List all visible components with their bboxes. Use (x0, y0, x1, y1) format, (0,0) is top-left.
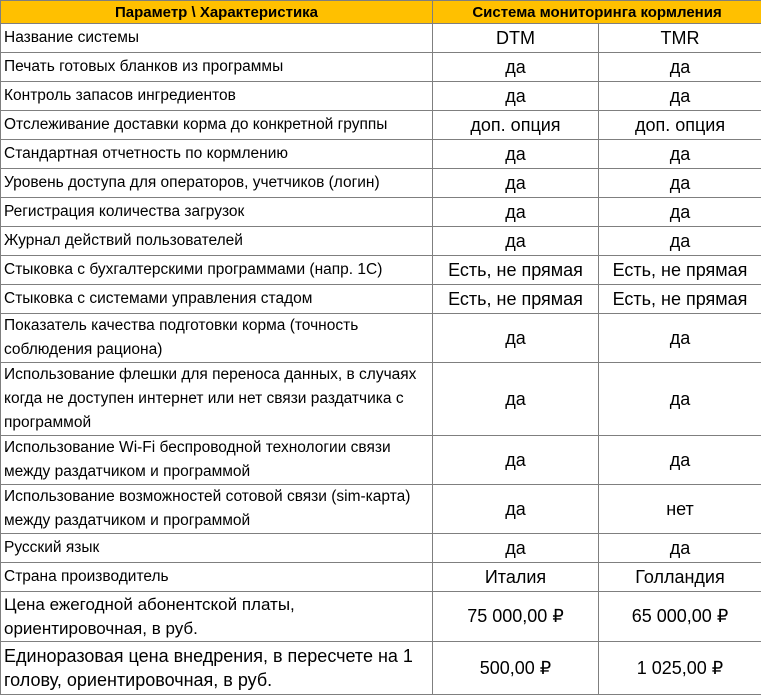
row-param: Контроль запасов ингредиентов (1, 82, 433, 111)
row-dtm: да (433, 436, 599, 485)
row-param: Единоразовая цена внедрения, в пересчете на 1 голову, ориентировочная, в руб. (1, 642, 433, 695)
row-param: Название системы (1, 24, 433, 53)
table-row (1, 82, 761, 111)
header-row (1, 1, 761, 24)
table-row (1, 53, 761, 82)
row-tmr: да (599, 436, 761, 485)
row-tmr: 1 025,00 ₽ (599, 642, 761, 695)
row-dtm: да (433, 363, 599, 436)
table-row (1, 436, 761, 485)
row-tmr: Есть, не прямая (599, 285, 761, 314)
row-dtm: 500,00 ₽ (433, 642, 599, 695)
row-param: Использование возможностей сотовой связи (sim-карта) между раздатчиком и программой (1, 485, 433, 534)
row-param: Печать готовых бланков из программы (1, 53, 433, 82)
table-row (1, 227, 761, 256)
row-dtm: 75 000,00 ₽ (433, 592, 599, 642)
table-row (1, 363, 761, 436)
row-param: Журнал действий пользователей (1, 227, 433, 256)
row-tmr: да (599, 169, 761, 198)
row-tmr: да (599, 534, 761, 563)
row-param: Использование флешки для переноса данных, в случаях когда не доступен интернет или нет связи раздатчика с программой (1, 363, 433, 436)
row-dtm: Есть, не прямая (433, 256, 599, 285)
row-dtm: да (433, 534, 599, 563)
row-param: Уровень доступа для операторов, учетчиков (логин) (1, 169, 433, 198)
row-param: Русский язык (1, 534, 433, 563)
table-row (1, 285, 761, 314)
table-row (1, 592, 761, 642)
header-system: Система мониторинга кормления (433, 1, 761, 24)
table-row (1, 24, 761, 53)
row-tmr: да (599, 314, 761, 363)
row-dtm: DTM (433, 24, 599, 53)
row-dtm: да (433, 485, 599, 534)
table-row (1, 563, 761, 592)
row-tmr: 65 000,00 ₽ (599, 592, 761, 642)
row-tmr: доп. опция (599, 111, 761, 140)
table-row (1, 198, 761, 227)
table-row (1, 534, 761, 563)
row-param: Использование Wi-Fi беспроводной технологии связи между раздатчиком и программой (1, 436, 433, 485)
row-tmr: да (599, 363, 761, 436)
row-param: Показатель качества подготовки корма (точность соблюдения рациона) (1, 314, 433, 363)
row-tmr: да (599, 82, 761, 111)
row-dtm: Италия (433, 563, 599, 592)
row-param: Страна производитель (1, 563, 433, 592)
row-tmr: да (599, 140, 761, 169)
row-param: Отслеживание доставки корма до конкретной группы (1, 111, 433, 140)
row-param: Стыковка с системами управления стадом (1, 285, 433, 314)
table-row (1, 111, 761, 140)
row-param: Цена ежегодной абонентской платы, ориентировочная, в руб. (1, 592, 433, 642)
row-dtm: Есть, не прямая (433, 285, 599, 314)
row-tmr: нет (599, 485, 761, 534)
row-tmr: Есть, не прямая (599, 256, 761, 285)
row-param: Стыковка с бухгалтерскими программами (напр. 1С) (1, 256, 433, 285)
row-tmr: да (599, 227, 761, 256)
row-tmr: да (599, 198, 761, 227)
row-dtm: да (433, 82, 599, 111)
table-row (1, 485, 761, 534)
row-dtm: да (433, 169, 599, 198)
row-param: Регистрация количества загрузок (1, 198, 433, 227)
table-row (1, 140, 761, 169)
row-tmr: да (599, 53, 761, 82)
table-row (1, 169, 761, 198)
row-dtm: доп. опция (433, 111, 599, 140)
table-row (1, 314, 761, 363)
row-dtm: да (433, 227, 599, 256)
table-row (1, 256, 761, 285)
header-parameter: Параметр \ Характеристика (1, 1, 433, 24)
row-tmr: TMR (599, 24, 761, 53)
row-param: Стандартная отчетность по кормлению (1, 140, 433, 169)
table-row (1, 642, 761, 695)
row-dtm: да (433, 314, 599, 363)
row-tmr: Голландия (599, 563, 761, 592)
row-dtm: да (433, 198, 599, 227)
row-dtm: да (433, 53, 599, 82)
row-dtm: да (433, 140, 599, 169)
